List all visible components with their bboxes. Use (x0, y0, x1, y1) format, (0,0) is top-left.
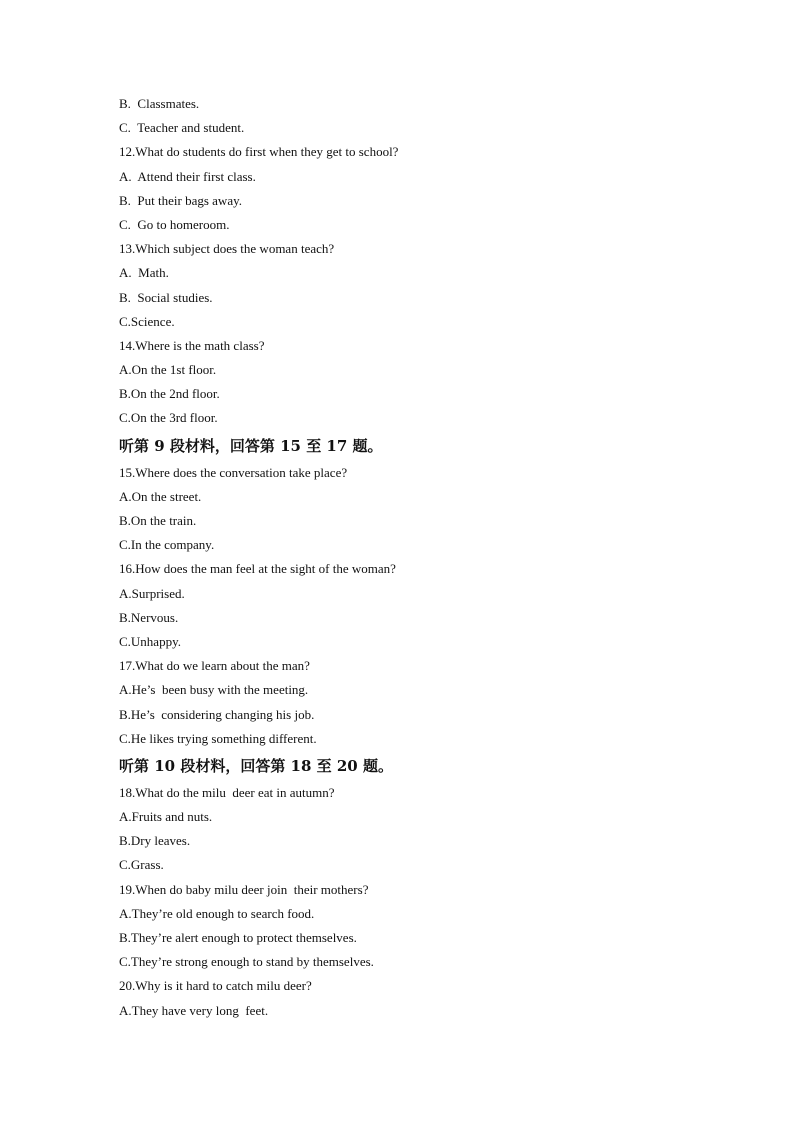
section-heading-10: 听第 10 段材料，回答第 18 至 20 题。 (119, 756, 393, 775)
question-20: 20.Why is it hard to catch milu deer? (119, 978, 312, 994)
question-16: 16.How does the man feel at the sight of the woman? (119, 561, 396, 577)
question-12: 12.What do students do first when they get to school? (119, 144, 399, 160)
option-17c: C.He likes trying something different. (119, 730, 317, 746)
option-16c: C.Unhappy. (119, 633, 181, 649)
option-19c: C.They’re strong enough to stand by themselves. (119, 954, 374, 970)
option-11b: B. Classmates. (119, 96, 200, 111)
option-12a: A. Attend their first class. (119, 168, 256, 184)
option-17b: B.He’s considering changing his job. (119, 706, 315, 722)
option-14a: A.On the 1st floor. (119, 362, 217, 378)
question-14: 14.Where is the math class? (119, 337, 265, 353)
question-18: 18.What do the milu deer eat in autumn? (119, 784, 335, 800)
option-12c: C. Go to homeroom. (119, 216, 230, 232)
option-15a: A.On the street. (119, 488, 202, 504)
option-14b: B.On the 2nd floor. (119, 386, 220, 402)
option-17a: A.He’s been busy with the meeting. (119, 682, 309, 698)
option-18a: A.Fruits and nuts. (119, 809, 213, 825)
option-13a: A. Math. (119, 265, 169, 281)
option-19b: B.They’re alert enough to protect themselves. (119, 930, 357, 945)
option-16a: A.Surprised. (119, 585, 185, 601)
option-12b: B. Put their bags away. (119, 192, 242, 208)
option-13c: C.Science. (119, 313, 175, 329)
question-13: 13.Which subject does the woman teach? (119, 241, 335, 257)
option-20a: A.They have very long feet. (119, 1002, 269, 1018)
option-19a: A.They’re old enough to search food. (119, 905, 315, 921)
question-17: 17.What do we learn about the man? (119, 658, 310, 674)
question-19: 19.When do baby milu deer join their mothers? (119, 881, 369, 897)
option-18c: C.Grass. (119, 857, 164, 873)
option-15c: C.In the company. (119, 537, 215, 553)
option-13b: B. Social studies. (119, 289, 213, 305)
option-16b: B.Nervous. (119, 609, 179, 625)
option-14c: C.On the 3rd floor. (119, 410, 218, 426)
document-page (119, 92, 719, 1023)
option-18b: B.Dry leaves. (119, 833, 191, 849)
question-15: 15.Where does the conversation take place? (119, 464, 348, 480)
option-15b: B.On the train. (119, 513, 197, 528)
section-heading-9: 听第 9 段材料，回答第 15 至 17 题。 (119, 436, 383, 455)
option-11c: C. Teacher and student. (119, 120, 245, 136)
